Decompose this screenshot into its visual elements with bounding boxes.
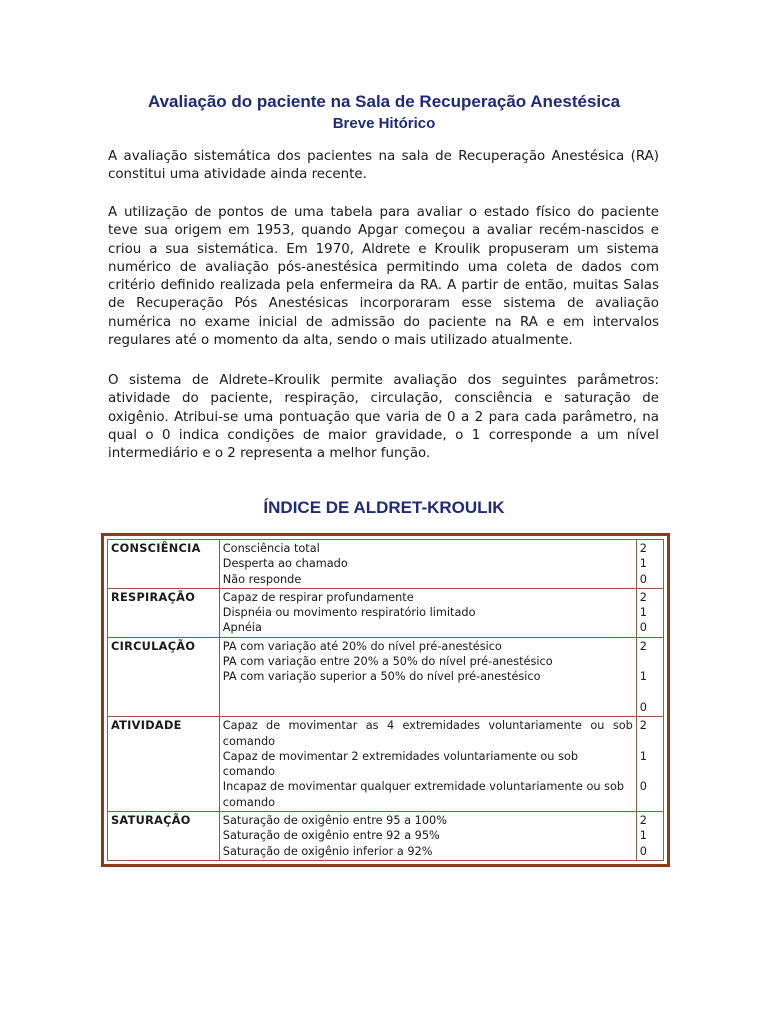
score-cell bbox=[636, 588, 663, 637]
aldrete-kroulik-table bbox=[107, 539, 664, 861]
criterion-text: PA com variação entre 20% a 50% do nível pré-anestésico bbox=[222, 655, 553, 669]
score-value: 0 bbox=[639, 621, 647, 635]
parameter-cell: CONSCIÊNCIA bbox=[108, 540, 220, 589]
criterion-text: Capaz de movimentar as 4 extremidades voluntariamente ou sob comando bbox=[222, 719, 633, 748]
document-title: Avaliação do paciente na Sala de Recuperação Anestésica bbox=[147, 92, 621, 111]
spacer bbox=[640, 654, 660, 669]
parameter-cell: RESPIRAÇÃO bbox=[108, 588, 220, 637]
paragraph-history: A utilização de pontos de uma tabela para avaliar o estado físico do paciente teve sua origem em 1953, quando Apgar começou a avaliar recém-nascidos e criou a sua sistemática. Em 1970, Aldrete e Kroulik propuseram um sistema numérico de avaliação pós-anestésica permitindo uma coleta de dados com critério definido realizada pela enfermeira da RA. A partir de então, muitas Salas de Recuperação Pós Anestésicas incorporaram esse sistema de avaliação numérica no exame inicial de admissão do paciente na RA e em intervalos regulares até o momento da alta, sendo o mais utilizado atualmente. bbox=[108, 205, 659, 349]
criterion-text: PA com variação superior a 50% do nível pré-anestésico bbox=[222, 670, 541, 684]
score-value: 2 bbox=[639, 814, 647, 828]
score-value: 2 bbox=[639, 639, 647, 653]
table-row bbox=[108, 717, 664, 812]
score-value: 1 bbox=[639, 670, 647, 684]
criterion-text: Incapaz de movimentar qualquer extremidade voluntariamente ou sob comando bbox=[222, 780, 625, 809]
table-row bbox=[108, 812, 664, 861]
parameter-cell: ATIVIDADE bbox=[108, 717, 220, 812]
paragraph-intro: A avaliação sistemática dos pacientes na sala de Recuperação Anestésica (RA) constitui uma atividade ainda recente. bbox=[108, 149, 659, 183]
aldrete-table-frame bbox=[101, 533, 670, 867]
criterion-text: PA com variação até 20% do nível pré-anestésico bbox=[222, 639, 502, 653]
spacer bbox=[640, 685, 660, 700]
spacer bbox=[640, 764, 660, 779]
criteria-cell bbox=[219, 540, 636, 589]
score-value: 2 bbox=[639, 590, 647, 604]
score-value: 0 bbox=[639, 572, 647, 586]
criteria-cell bbox=[219, 717, 636, 812]
score-cell bbox=[636, 812, 663, 861]
criterion-text: Apnéia bbox=[222, 621, 262, 635]
criterion-text: Saturação de oxigênio inferior a 92% bbox=[222, 844, 433, 858]
score-value: 2 bbox=[639, 542, 647, 555]
spacer bbox=[223, 685, 633, 700]
spacer bbox=[640, 734, 660, 749]
score-value: 2 bbox=[639, 719, 647, 733]
criterion-text: Consciência total bbox=[222, 542, 320, 555]
parameter-cell: CIRCULAÇÃO bbox=[108, 637, 220, 716]
score-cell bbox=[636, 540, 663, 589]
criterion-text: Saturação de oxigênio entre 95 a 100% bbox=[222, 814, 447, 828]
score-value: 1 bbox=[639, 749, 647, 763]
criteria-cell bbox=[219, 812, 636, 861]
criterion-text: Saturação de oxigênio entre 92 a 95% bbox=[222, 829, 440, 843]
table-row bbox=[108, 588, 664, 637]
parameter-cell: SATURAÇÃO bbox=[108, 812, 220, 861]
table-row bbox=[108, 637, 664, 716]
score-value: 1 bbox=[639, 829, 647, 843]
paragraph-parameters: O sistema de Aldrete–Kroulik permite avaliação dos seguintes parâmetros: atividade do paciente, respiração, circulação, consciência e saturação de oxigênio. Atribui-se uma pontuação que varia de 0 a 2 para cada parâmetro, na qual o 0 indica condições de maior gravidade, o 1 corresponde a um nível intermediário e o 2 representa a melhor função. bbox=[108, 373, 659, 462]
index-title: ÍNDICE DE ALDRET-KROULIK bbox=[263, 498, 505, 517]
score-value: 0 bbox=[639, 844, 647, 858]
criterion-text: Capaz de respirar profundamente bbox=[222, 590, 414, 604]
score-value: 0 bbox=[639, 780, 647, 794]
score-cell bbox=[636, 717, 663, 812]
criteria-cell bbox=[219, 637, 636, 716]
document-subtitle: Breve Hitórico bbox=[332, 115, 436, 132]
table-row bbox=[108, 540, 664, 589]
criterion-text: Não responde bbox=[222, 572, 302, 586]
criterion-text: Dispnéia ou movimento respiratório limitado bbox=[222, 606, 476, 620]
criterion-text: Capaz de movimentar 2 extremidades voluntariamente ou sob comando bbox=[222, 749, 579, 779]
score-cell bbox=[636, 637, 663, 716]
score-value: 1 bbox=[639, 606, 647, 620]
score-value: 1 bbox=[639, 557, 647, 571]
criteria-cell bbox=[219, 588, 636, 637]
score-value: 0 bbox=[639, 700, 647, 714]
criterion-text: Desperta ao chamado bbox=[222, 557, 348, 571]
